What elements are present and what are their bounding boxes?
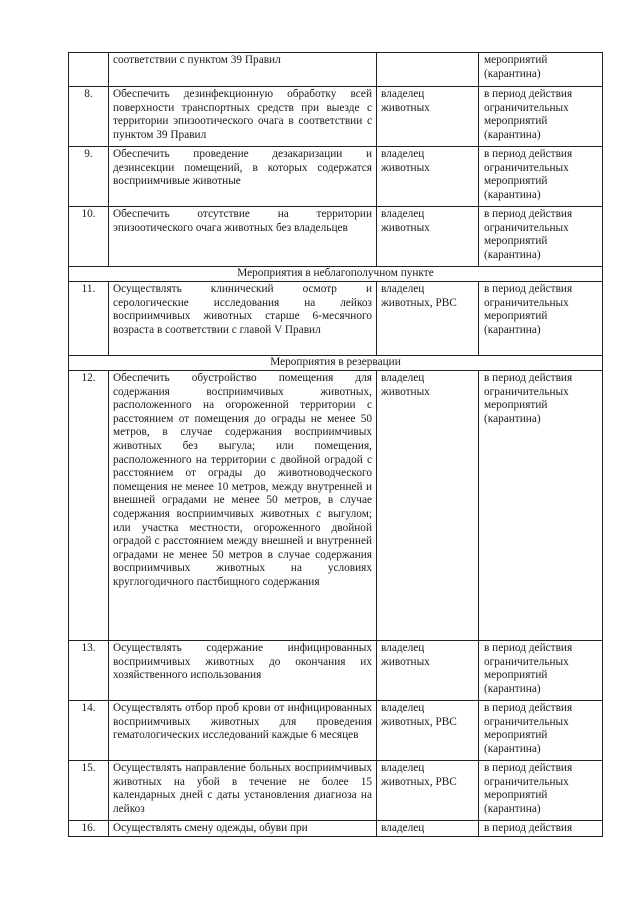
row-number: 16.	[69, 821, 109, 837]
table-row	[69, 53, 603, 87]
table-row	[69, 641, 603, 701]
responsible-party: владелец животных, РВС	[377, 761, 479, 821]
responsible-party: владелец животных	[377, 147, 479, 207]
responsible-party: владелец животных	[377, 87, 479, 147]
measure-text: соответствии с пунктом 39 Правил	[109, 53, 377, 87]
table-row	[69, 207, 603, 267]
period-term: в период действия ограничительных мероприятий (карантина)	[479, 207, 603, 267]
period-term: в период действия	[479, 821, 603, 837]
measure-text: Осуществлять отбор проб крови от инфицированных восприимчивых животных для проведения гематологических исследований каждые 6 месяцев	[109, 701, 377, 761]
responsible-party: владелец животных, РВС	[377, 282, 479, 356]
responsible-party	[377, 53, 479, 87]
table-row	[69, 371, 603, 641]
section-title: Мероприятия в резервации	[69, 356, 603, 371]
section-title: Мероприятия в неблагополучном пункте	[69, 267, 603, 282]
table-row	[69, 761, 603, 821]
period-term: в период действия ограничительных мероприятий (карантина)	[479, 641, 603, 701]
measure-text: Обеспечить обустройство помещения для содержания восприимчивых животных, расположенного на огороженной территории с расстоянием от помещения до ограды не менее 50 метров, в случае содержания восприимчивых животных без выгула; или помещения, расположенного на территории с двойной оградой с расстоянием от ограды до животноводческого помещения не менее 10 метров, между внутренней и внешней оградами не менее 50 метров, в случае содержания восприимчивых животных с выгулом; или участка местности, огороженного двойной оградой с расстоянием между внешней и внутренней оградами не менее 50 метров в случае содержания восприимчивых животных на условиях круглогодичного пастбищного содержания	[109, 371, 377, 641]
row-number: 14.	[69, 701, 109, 761]
table-row	[69, 147, 603, 207]
period-term: в период действия ограничительных мероприятий (карантина)	[479, 282, 603, 356]
row-number	[69, 53, 109, 87]
table-row	[69, 701, 603, 761]
row-number: 8.	[69, 87, 109, 147]
measure-text: Осуществлять смену одежды, обуви при	[109, 821, 377, 837]
period-term: в период действия ограничительных мероприятий (карантина)	[479, 87, 603, 147]
measure-text: Обеспечить дезинфекционную обработку всей поверхности транспортных средств при выезде с территории эпизоотического очага в соответствии с пунктом 39 Правил	[109, 87, 377, 147]
period-term: мероприятий (карантина)	[479, 53, 603, 87]
row-number: 13.	[69, 641, 109, 701]
measure-text: Обеспечить проведение дезакаризации и дезинсекции помещений, в которых содержатся восприимчивые животные	[109, 147, 377, 207]
row-number: 9.	[69, 147, 109, 207]
row-number: 10.	[69, 207, 109, 267]
table-row	[69, 282, 603, 356]
table-row	[69, 821, 603, 837]
responsible-party: владелец животных	[377, 371, 479, 641]
responsible-party: владелец животных	[377, 641, 479, 701]
measure-text: Осуществлять клинический осмотр и серологические исследования на лейкоз восприимчивых животных старше 6-месячного возраста в соответствии с главой V Правил	[109, 282, 377, 356]
measure-text: Осуществлять содержание инфицированных восприимчивых животных до окончания их хозяйственного использования	[109, 641, 377, 701]
row-number: 12.	[69, 371, 109, 641]
measure-text: Осуществлять направление больных восприимчивых животных на убой в течение не более 15 календарных дней с даты установления диагноза на лейкоз	[109, 761, 377, 821]
period-term: в период действия ограничительных мероприятий (карантина)	[479, 371, 603, 641]
section-heading-row	[69, 267, 603, 282]
section-heading-row	[69, 356, 603, 371]
row-number: 11.	[69, 282, 109, 356]
responsible-party: владелец животных	[377, 207, 479, 267]
row-number: 15.	[69, 761, 109, 821]
responsible-party: владелец	[377, 821, 479, 837]
responsible-party: владелец животных, РВС	[377, 701, 479, 761]
period-term: в период действия ограничительных мероприятий (карантина)	[479, 147, 603, 207]
period-term: в период действия ограничительных мероприятий (карантина)	[479, 701, 603, 761]
measure-text: Обеспечить отсутствие на территории эпизоотического очага животных без владельцев	[109, 207, 377, 267]
measures-table	[68, 52, 603, 837]
period-term: в период действия ограничительных мероприятий (карантина)	[479, 761, 603, 821]
table-row	[69, 87, 603, 147]
